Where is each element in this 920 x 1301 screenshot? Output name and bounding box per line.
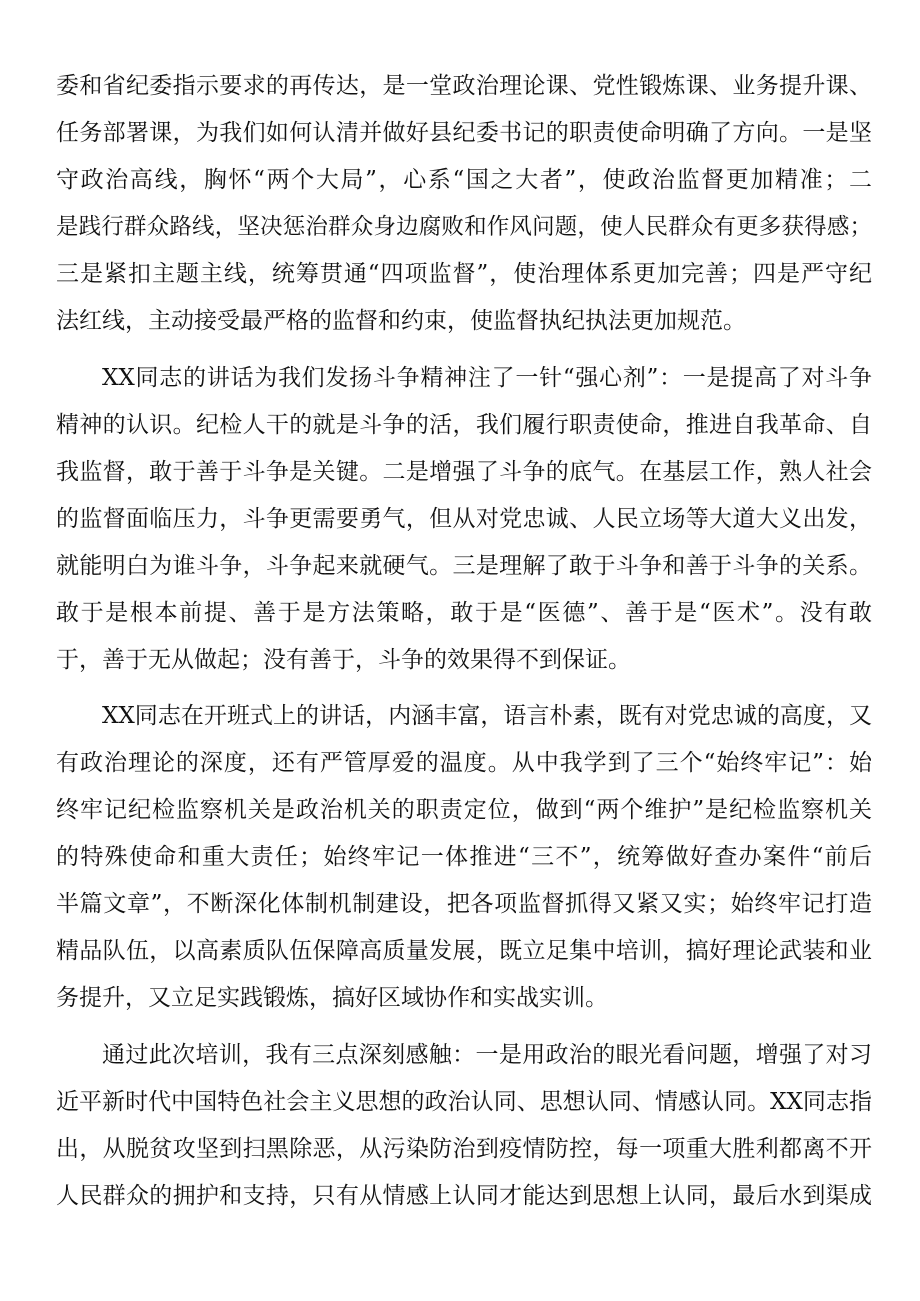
text-line: 任务部署课，为我们如何认清并做好县纪委书记的职责使命明确了方向。一是坚 bbox=[56, 120, 872, 146]
text-line: 精神的认识。纪检人干的就是斗争的活，我们履行职责使命，推进自我革命、自 bbox=[56, 412, 872, 438]
text-line: 三是紧扣主题主线，统筹贯通“四项监督”，使治理体系更加完善；四是严守纪 bbox=[56, 261, 872, 287]
text-line: XX同志的讲话为我们发扬斗争精神注了一针“强心剂”：一是提高了对斗争 bbox=[102, 365, 872, 391]
text-line: 守政治高线，胸怀“两个大局”，心系“国之大者”，使政治监督更加精准；二 bbox=[56, 167, 872, 193]
text-line: 有政治理论的深度，还有严管厚爱的温度。从中我学到了三个“始终牢记”：始 bbox=[56, 750, 872, 776]
text-line: 人民群众的拥护和支持，只有从情感上认同才能达到思想上认同，最后水到渠成 bbox=[56, 1183, 872, 1209]
text-line: 法红线，主动接受最严格的监督和约束，使监督执纪执法更加规范。 bbox=[56, 308, 746, 334]
text-line: 的特殊使命和重大责任；始终牢记一体推进“三不”，统筹做好查办案件“前后 bbox=[56, 844, 872, 870]
text-line: 敢于是根本前提、善于是方法策略，敢于是“医德”、善于是“医术”。没有敢 bbox=[56, 600, 872, 626]
text-line: 终牢记纪检监察机关是政治机关的职责定位，做到“两个维护”是纪检监察机关 bbox=[56, 797, 872, 823]
text-line: 是践行群众路线，坚决惩治群众身边腐败和作风问题，使人民群众有更多获得感； bbox=[56, 214, 872, 240]
text-line: 于，善于无从做起；没有善于，斗争的效果得不到保证。 bbox=[56, 647, 631, 673]
text-line: 就能明白为谁斗争，斗争起来就硬气。三是理解了敢于斗争和善于斗争的关系。 bbox=[56, 553, 872, 579]
text-line: 我监督，敢于善于斗争是关键。二是增强了斗争的底气。在基层工作，熟人社会 bbox=[56, 459, 872, 485]
text-line: 精品队伍，以高素质队伍保障高质量发展，既立足集中培训，搞好理论武装和业 bbox=[56, 938, 872, 964]
text-line: 半篇文章”，不断深化体制机制建设，把各项监督抓得又紧又实；始终牢记打造 bbox=[56, 891, 872, 917]
text-line: 出，从脱贫攻坚到扫黑除恶，从污染防治到疫情防控，每一项重大胜利都离不开 bbox=[56, 1136, 872, 1162]
text-line: XX同志在开班式上的讲话，内涵丰富，语言朴素，既有对党忠诚的高度，又 bbox=[102, 703, 872, 729]
text-line: 务提升，又立足实践锻炼，搞好区域协作和实战实训。 bbox=[56, 985, 608, 1011]
text-line: 近平新时代中国特色社会主义思想的政治认同、思想认同、情感认同。XX同志指 bbox=[56, 1089, 872, 1115]
text-line: 的监督面临压力，斗争更需要勇气，但从对党忠诚、人民立场等大道大义出发， bbox=[56, 506, 872, 532]
text-line: 通过此次培训，我有三点深刻感触：一是用政治的眼光看问题，增强了对习 bbox=[102, 1042, 872, 1068]
text-line: 委和省纪委指示要求的再传达，是一堂政治理论课、党性锻炼课、业务提升课、 bbox=[56, 73, 872, 99]
